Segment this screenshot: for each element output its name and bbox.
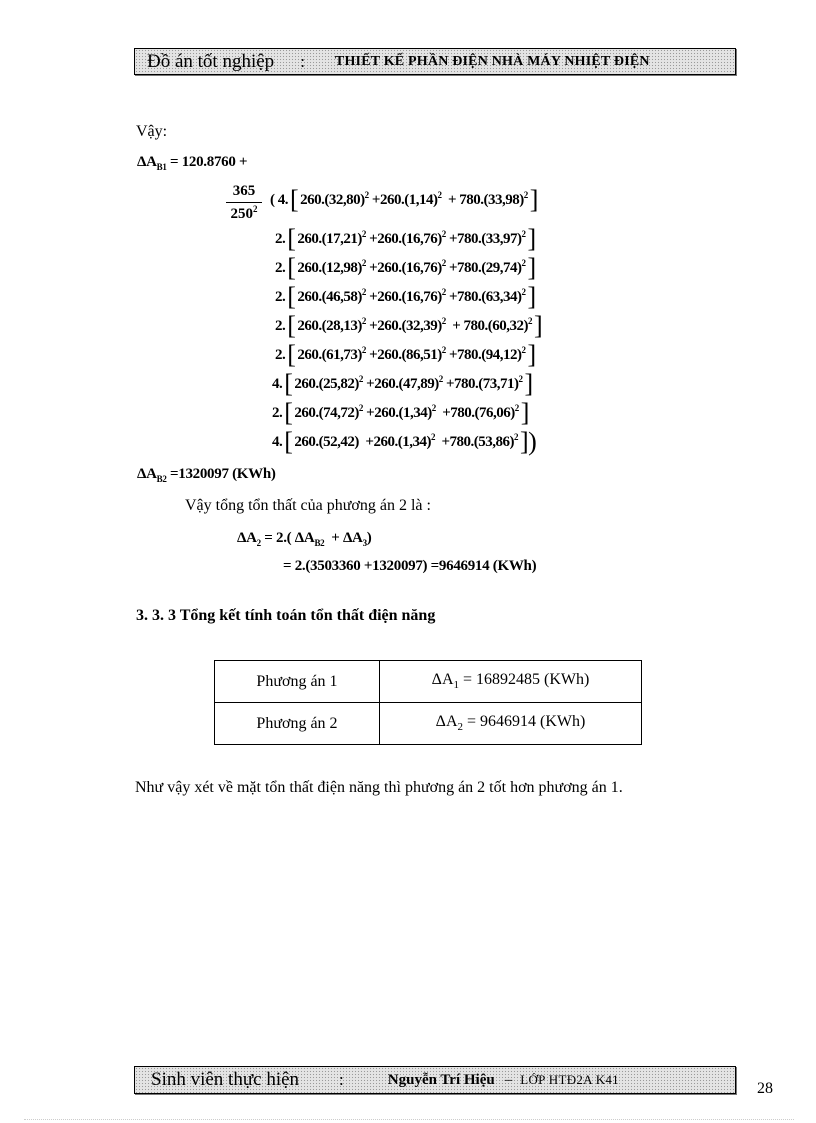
expression-row: 4. [ 260.(52,42) +260.(1,34) $^2$ +780.(53,86) $^2$ ]): [272, 427, 537, 456]
footer-label: Sinh viên thực hiện: [151, 1069, 300, 1090]
expression-row: 2. [ 260.(61,73) $^2$ +260.(86,51) $^2$ +780.(94,12) $^2$ ]: [275, 340, 536, 369]
expression-row: 2. [ 260.(74,72) $^2$ +260.(1,34) $^2$ +780.(76,06) $^2$ ]: [272, 398, 529, 427]
table-cell-value: $\Delta A_2 = 9646914$ (KWh): [380, 703, 642, 745]
page-bottom-divider: [24, 1119, 794, 1120]
footer-dash: –: [504, 1071, 513, 1088]
expression-row: ( 4. [ 260.(32,80) $^2$ +260.(1,14) $^2$ + 780.(33,98) $^2$ ]: [270, 185, 538, 214]
table-row: [215, 703, 642, 745]
fraction-numerator: 365: [226, 183, 262, 203]
expression-row: 2. [ 260.(12,98) $^2$ +260.(16,76) $^2$ +780.(29,74) $^2$ ]: [275, 253, 536, 282]
eq1-rhs: = 120.8760 +: [170, 154, 248, 170]
fraction-denominator: $250^2$: [230, 204, 258, 222]
equation-delta-a-b2: $\Delta A_{B2} =1320097$ (KWh): [137, 466, 276, 484]
table-cell-option: Phương án 2: [215, 703, 380, 745]
section-heading: 3. 3. 3 Tổng kết tính toán tổn thất điện năng: [136, 607, 436, 624]
footer-student-name: Nguyễn Trí Hiệu: [387, 1071, 495, 1088]
expression-row: 4. [ 260.(25,82) $^2$ +260.(47,89) $^2$ +780.(73,71) $^2$ ]: [272, 369, 533, 398]
equation-delta-a2: $\Delta A_2 = 2$.( $\Delta A_{B2} + \Delta A_3$): [237, 530, 372, 548]
eq1-sub: B1: [156, 162, 167, 172]
fraction-365-over-250sq: [226, 183, 262, 223]
page-header-banner: [134, 48, 736, 75]
header-colon: :: [300, 51, 305, 71]
summary-table: [214, 660, 642, 745]
page-number: 28: [757, 1080, 773, 1097]
page-footer-banner: [134, 1066, 736, 1094]
equation-delta-a-b1: [137, 154, 247, 172]
conclusion-text: Như vậy xét về mặt tổn thất điện năng thì phương án 2 tốt hơn phương án 1.: [135, 779, 623, 796]
intro-text: Vậy:: [136, 123, 168, 140]
expression-row: 2. [ 260.(28,13) $^2$ +260.(32,39) $^2$ + 780.(60,32) $^2$ ]: [275, 311, 543, 340]
eq1-lhs: ΔA: [137, 154, 157, 170]
header-label: Đồ án tốt nghiệp: [147, 50, 275, 72]
expression-row: 2. [ 260.(46,58) $^2$ +260.(16,76) $^2$ +780.(63,34) $^2$ ]: [275, 282, 536, 311]
table-cell-option: Phương án 1: [215, 661, 380, 703]
header-title: THIẾT KẾ PHẦN ĐIỆN NHÀ MÁY NHIỆT ĐIỆN: [334, 53, 650, 69]
footer-class: LỚP HTĐ2A K41: [520, 1072, 619, 1087]
equation-delta-a2-result: = 2.(3503360 +1320097) =9646914 (KWh): [283, 558, 537, 574]
footer-colon: :: [339, 1070, 344, 1089]
table-cell-value: $\Delta A_1 = 16892485$ (KWh): [380, 661, 642, 703]
table-row: [215, 661, 642, 703]
expression-row: 2. [ 260.(17,21) $^2$ +260.(16,76) $^2$ +780.(33,97) $^2$ ]: [275, 224, 536, 253]
total-loss-intro: Vậy tổng tổn thất của phương án 2 là :: [185, 497, 431, 514]
